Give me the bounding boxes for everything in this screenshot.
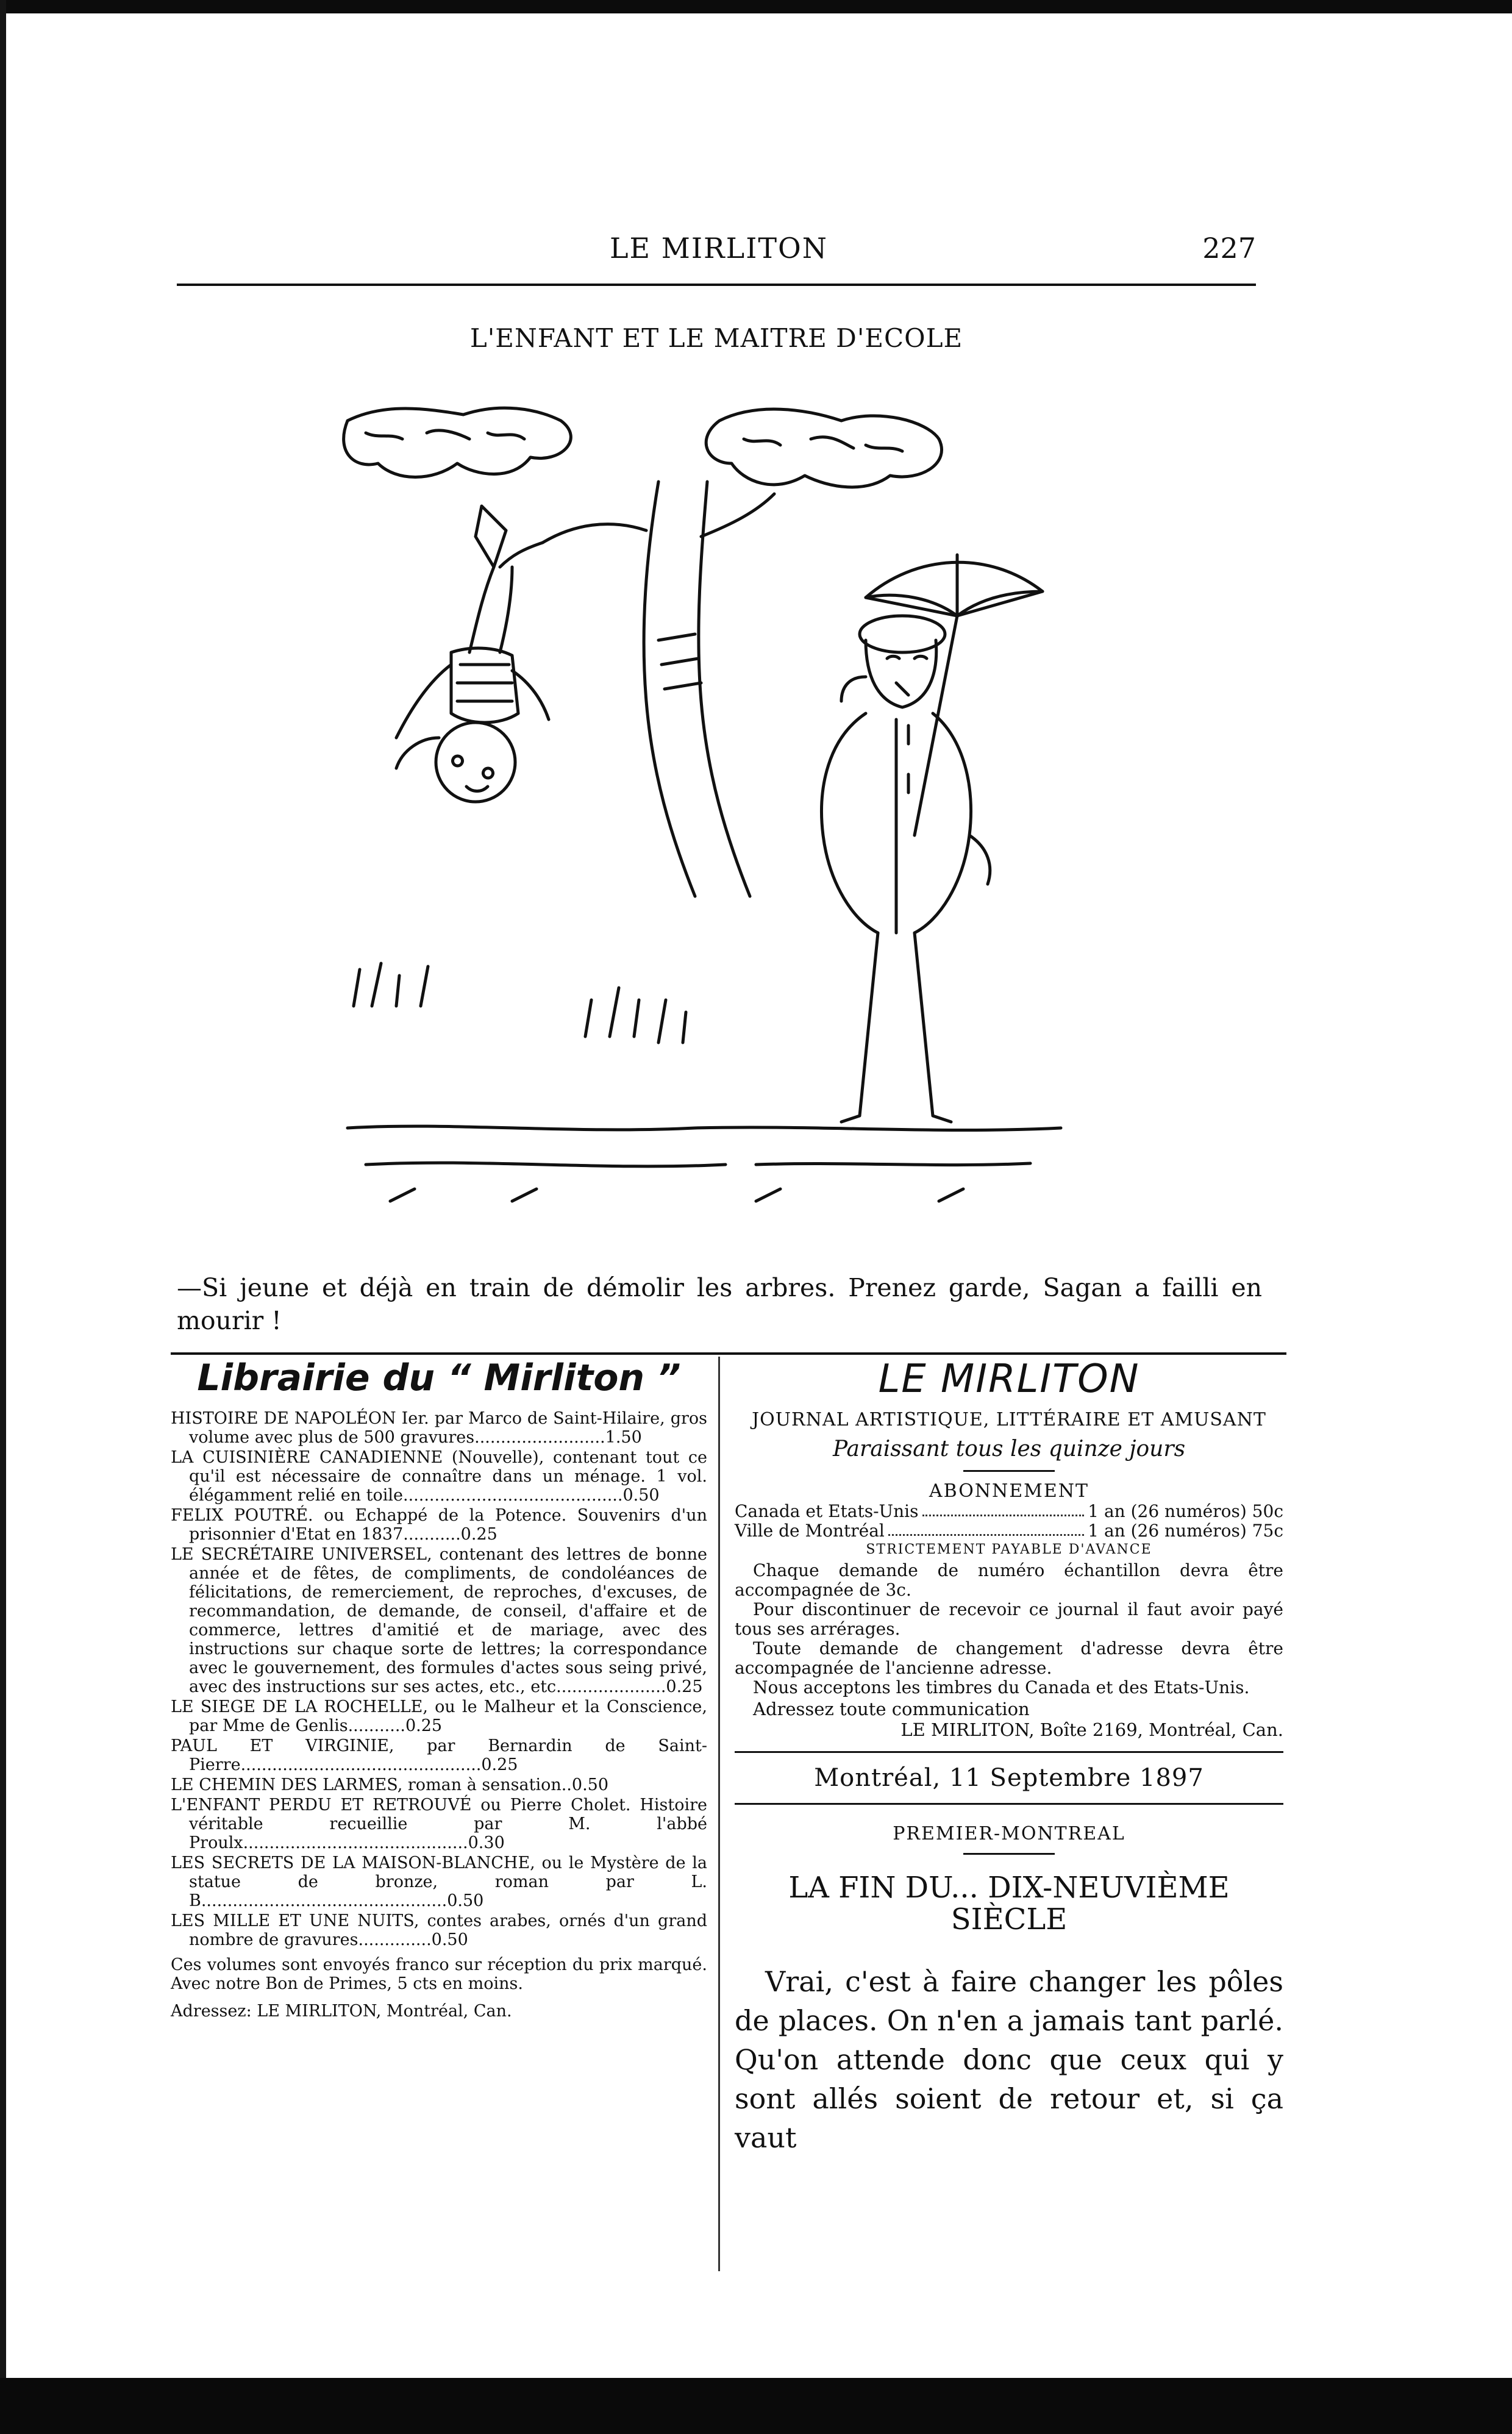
subscription-price: 1 an (26 numéros) 50c xyxy=(1088,1501,1283,1521)
book-item: LA CUISINIÈRE CANADIENNE (Nouvelle), contenant tout ce qu'il est nécessaire de connaître dans un ménage. 1 vol. élégamment relié en toile..........................................0.50 xyxy=(171,1448,707,1505)
subscription-place: Ville de Montréal xyxy=(735,1521,885,1541)
cartoon-illustration xyxy=(329,396,1116,1250)
librairie-column xyxy=(171,1357,707,2021)
librairie-address: Adressez: LE MIRLITON, Montréal, Can. xyxy=(171,2002,512,2021)
subscription-rule: Chaque demande de numéro échantillon devra être accompagnée de 3c. xyxy=(735,1560,1283,1600)
subscription-rule: Pour discontinuer de recevoir ce journal il faut avoir payé tous ses arrérages. xyxy=(735,1599,1283,1639)
payment-notice: STRICTEMENT PAYABLE D'AVANCE xyxy=(866,1542,1152,1557)
dot-leader xyxy=(888,1521,1084,1536)
rule xyxy=(735,1751,1283,1753)
column-divider xyxy=(718,1357,720,2271)
book-item: HISTOIRE DE NAPOLÉON Ier. par Marco de Saint-Hilaire, gros volume avec plus de 500 gravures.........................1.50 xyxy=(171,1409,707,1447)
dot-leader xyxy=(922,1502,1085,1516)
subscription-row xyxy=(735,1502,1283,1521)
masthead-column xyxy=(735,1357,1283,2157)
running-head xyxy=(177,232,1256,280)
masthead-subtitle: JOURNAL ARTISTIQUE, LITTÉRAIRE ET AMUSANT xyxy=(752,1409,1266,1430)
book-item: LES MILLE ET UNE NUITS, contes arabes, ornés d'un grand nombre de gravures..............0.50 xyxy=(171,1911,707,1949)
dateline: Montréal, 11 Septembre 1897 xyxy=(814,1764,1204,1792)
article-title: LA FIN DU... DIX-NEUVIÈME SIÈCLE xyxy=(788,1871,1230,1936)
masthead-title: LE MIRLITON xyxy=(878,1357,1140,1402)
rule xyxy=(735,1803,1283,1805)
cartoon-caption: —Si jeune et déjà en train de démolir les arbres. Prenez garde, Sagan a failli en mourir ! xyxy=(177,1273,1262,1335)
subscription-heading: ABONNEMENT xyxy=(929,1480,1089,1502)
address-intro: Adressez toute communication xyxy=(753,1699,1030,1719)
short-rule xyxy=(963,1470,1055,1472)
subscription-price: 1 an (26 numéros) 75c xyxy=(1088,1521,1283,1541)
subscription-row xyxy=(735,1521,1283,1541)
subscription-rule: Toute demande de changement d'adresse devra être accompagnée de l'ancienne adresse. xyxy=(735,1638,1283,1678)
book-item: FELIX POUTRÉ. ou Echappé de la Potence. Souvenirs d'un prisonnier d'Etat en 1837...........0.25 xyxy=(171,1506,707,1544)
mailing-address: LE MIRLITON, Boîte 2169, Montréal, Can. xyxy=(900,1719,1283,1740)
publication-frequency: Paraissant tous les quinze jours xyxy=(832,1436,1186,1461)
running-title: LE MIRLITON xyxy=(610,232,829,265)
section-rule xyxy=(171,1352,1286,1355)
subscription-rule: Nous acceptons les timbres du Canada et des Etats-Unis. xyxy=(753,1677,1250,1697)
book-item: LE SECRÉTAIRE UNIVERSEL, contenant des lettres de bonne année et de fêtes, de compliments, de condoléances de félicitations, de remerciement, de reproches, d'excuses, de recommandation, de demande, de conseil, d'affaire et de commerce, lettres d'amitié et de mariage, avec des instructions sur chaque sorte de lettres; la correspondance avec le gouvernement, des formules d'actes sous seing privé, avec des instructions sur ses actes, etc., etc.....................0.25 xyxy=(171,1545,707,1696)
cartoon-title: L'ENFANT ET LE MAITRE D'ECOLE xyxy=(469,323,963,353)
shipping-note: Ces volumes sont envoyés franco sur réception du prix marqué. Avec notre Bon de Primes, 5 cts en moins. xyxy=(171,1955,707,1993)
book-item: PAUL ET VIRGINIE, par Bernardin de Saint-Pierre..............................................0.25 xyxy=(171,1736,707,1774)
librairie-title: Librairie du “ Mirliton ” xyxy=(197,1357,681,1399)
article-body: Vrai, c'est à faire changer les pôles de places. On n'en a jamais tant parlé. Qu'on attende donc que ceux qui y sont allés soient de retour et, si ça vaut xyxy=(735,1965,1283,2154)
article-section: PREMIER-MONTREAL xyxy=(893,1823,1125,1844)
short-rule xyxy=(963,1853,1055,1855)
header-rule xyxy=(177,284,1256,286)
book-item: LES SECRETS DE LA MAISON-BLANCHE, ou le Mystère de la statue de bronze, roman par L. B...............................................0.50 xyxy=(171,1854,707,1910)
subscription-place: Canada et Etats-Unis xyxy=(735,1501,919,1521)
book-item: L'ENFANT PERDU ET RETROUVÉ ou Pierre Cholet. Histoire véritable recueillie par M. l'abbé Proulx...........................................0.30 xyxy=(171,1796,707,1852)
book-item: LE SIEGE DE LA ROCHELLE, ou le Malheur et la Conscience, par Mme de Genlis...........0.25 xyxy=(171,1697,707,1735)
book-list xyxy=(171,1409,707,1949)
book-item: LE CHEMIN DES LARMES, roman à sensation..0.50 xyxy=(171,1776,609,1794)
page-number: 227 xyxy=(1202,232,1256,265)
